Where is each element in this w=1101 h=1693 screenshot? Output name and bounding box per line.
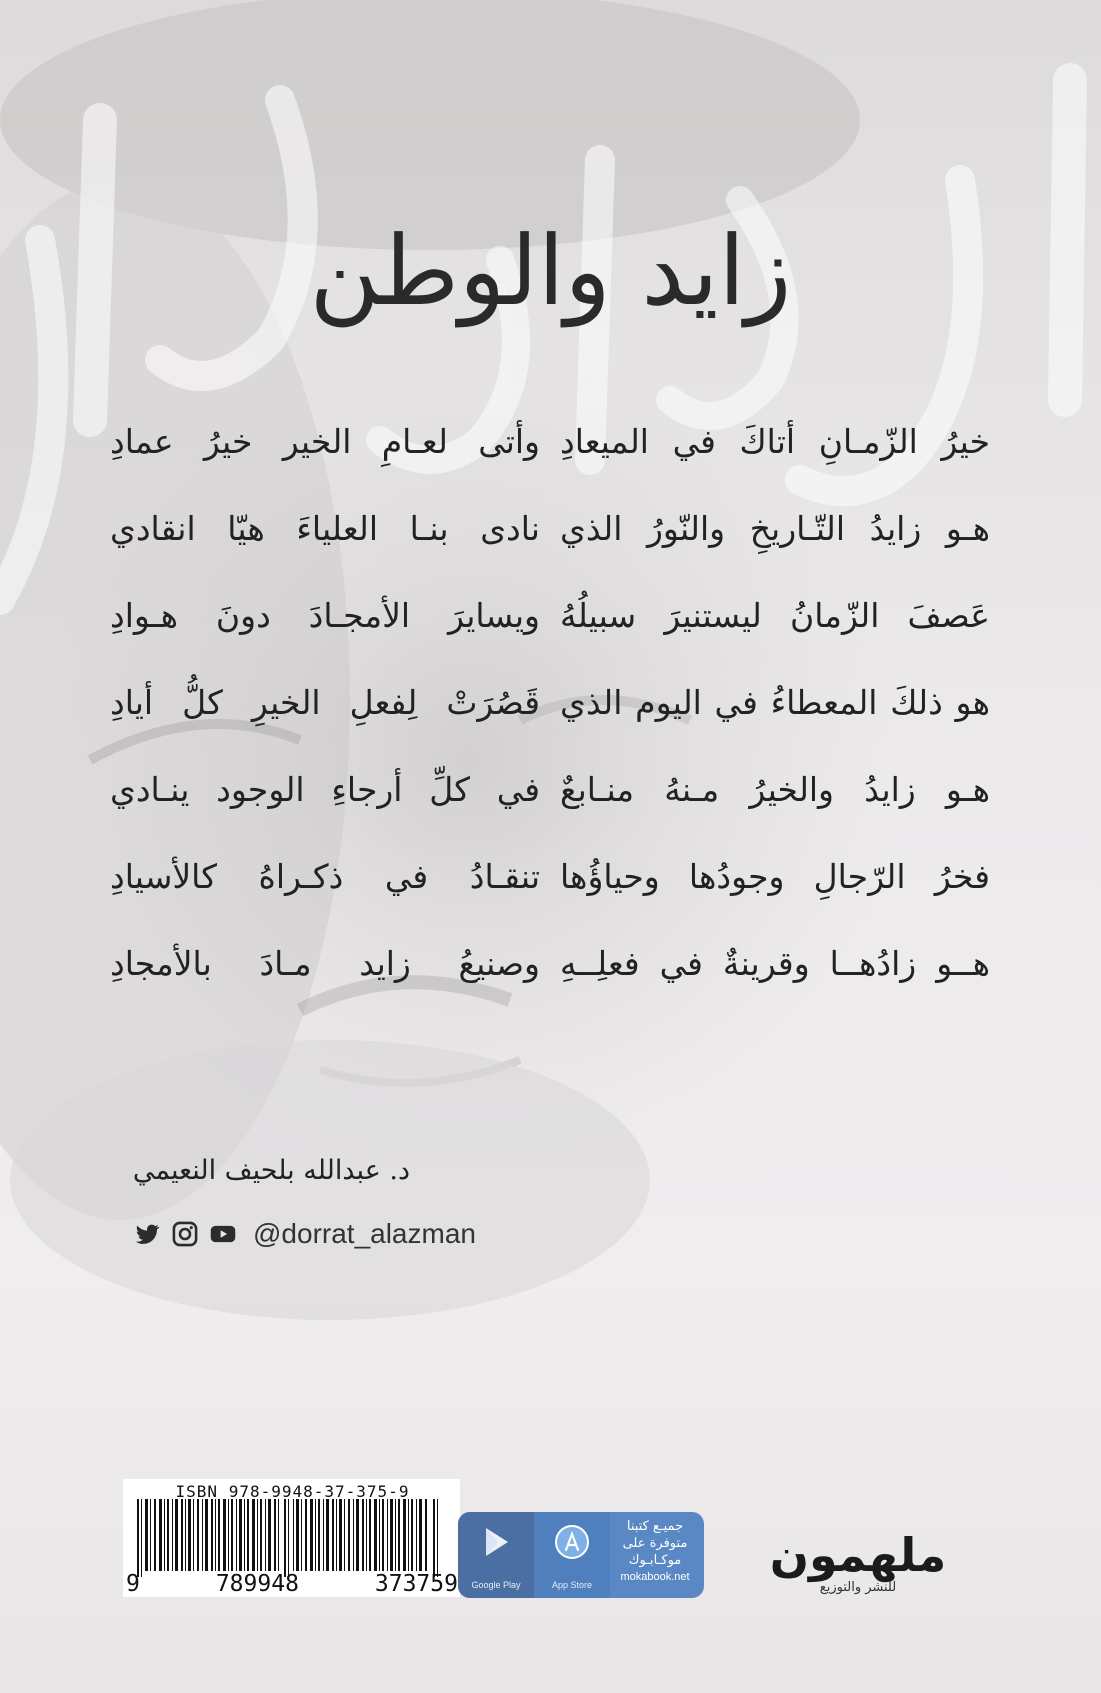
mokabook-line: جميـع كتبنا	[626, 1519, 684, 1534]
mokabook-line: موكـابـوك	[628, 1553, 682, 1568]
verse-first-half: هو ذلكَ المعطاءُ في اليوم الذي	[560, 683, 990, 722]
verse-second-half: في كلِّ أرجاءِ الوجود ينـادي	[110, 770, 540, 809]
publisher-logo	[748, 1530, 968, 1600]
google-play-icon	[458, 1512, 534, 1572]
twitter-icon[interactable]	[133, 1220, 161, 1248]
verse-first-half: هـو زايدُ التّـاريخِ والنّورُ الذي	[560, 509, 990, 548]
verse-second-half: ويسايرَ الأمجـادَ دونَ هـوادِ	[110, 596, 540, 635]
barcode-digit-group: 9	[126, 1571, 140, 1597]
verse	[110, 770, 990, 857]
publisher-name: ملهمون	[769, 1528, 947, 1582]
isbn-label: ISBN 978-9948-37-375-9	[175, 1482, 410, 1501]
verse-second-half: تنقـادُ في ذكـراهُ كالأسيادِ	[110, 857, 540, 896]
verse-second-half: نادى بنـا العلياءَ هيّا انقادي	[110, 509, 540, 548]
poem	[110, 422, 990, 1031]
verse	[110, 857, 990, 944]
mokabook-line: متوفرة على	[622, 1536, 688, 1551]
app-store-label: App Store	[551, 1580, 593, 1590]
google-play-badge[interactable]	[458, 1512, 534, 1598]
verse-second-half: وصنيعُ زايد مـادَ بالأمجادِ	[110, 944, 540, 983]
app-store-icon	[534, 1512, 610, 1572]
verse	[110, 683, 990, 770]
verse-first-half: فخرُ الرّجالِ وجودُها وحياؤُها	[560, 857, 990, 896]
verse-second-half: وأتى لعـامِ الخير خيرُ عمادِ	[110, 422, 540, 461]
app-store-badges	[458, 1512, 704, 1598]
barcode-digits	[126, 1571, 458, 1597]
mokabook-url[interactable]: mokabook.net	[620, 1571, 690, 1583]
verse-second-half: قَصُرَتْ لِفعلِ الخيرِ كلُّ أيادِ	[110, 683, 540, 722]
book-title: زايد والوطن	[309, 215, 792, 327]
verse-first-half: عَصفَ الزّمانُ ليستنيرَ سبيلُهُ	[560, 596, 990, 635]
instagram-icon[interactable]	[171, 1220, 199, 1248]
barcode-digit-group: 373759	[374, 1571, 458, 1597]
barcode-digit-group: 789948	[215, 1571, 299, 1597]
verse-first-half: هــو زادُهــا وقرينةٌ في فعلِــهِ	[560, 944, 990, 983]
verse	[110, 422, 990, 509]
app-store-badge[interactable]	[534, 1512, 610, 1598]
youtube-icon[interactable]	[209, 1220, 237, 1248]
verse-first-half: خيرُ الزّمـانِ أتاكَ في الميعادِ	[560, 422, 990, 461]
verse-first-half: هـو زايدُ والخيرُ مـنهُ منـابعٌ	[560, 770, 990, 809]
social-handle[interactable]: @dorrat_alazman	[253, 1218, 476, 1249]
verse	[110, 944, 990, 1031]
mokabook-notice	[610, 1518, 700, 1583]
verse	[110, 596, 990, 683]
author-name: د. عبدالله بلحيف النعيمي	[132, 1155, 410, 1186]
social-links	[133, 1218, 476, 1250]
publisher-subtitle: للنشر والتوزيع	[819, 1580, 897, 1595]
verse	[110, 509, 990, 596]
google-play-label: Google Play	[471, 1580, 521, 1590]
